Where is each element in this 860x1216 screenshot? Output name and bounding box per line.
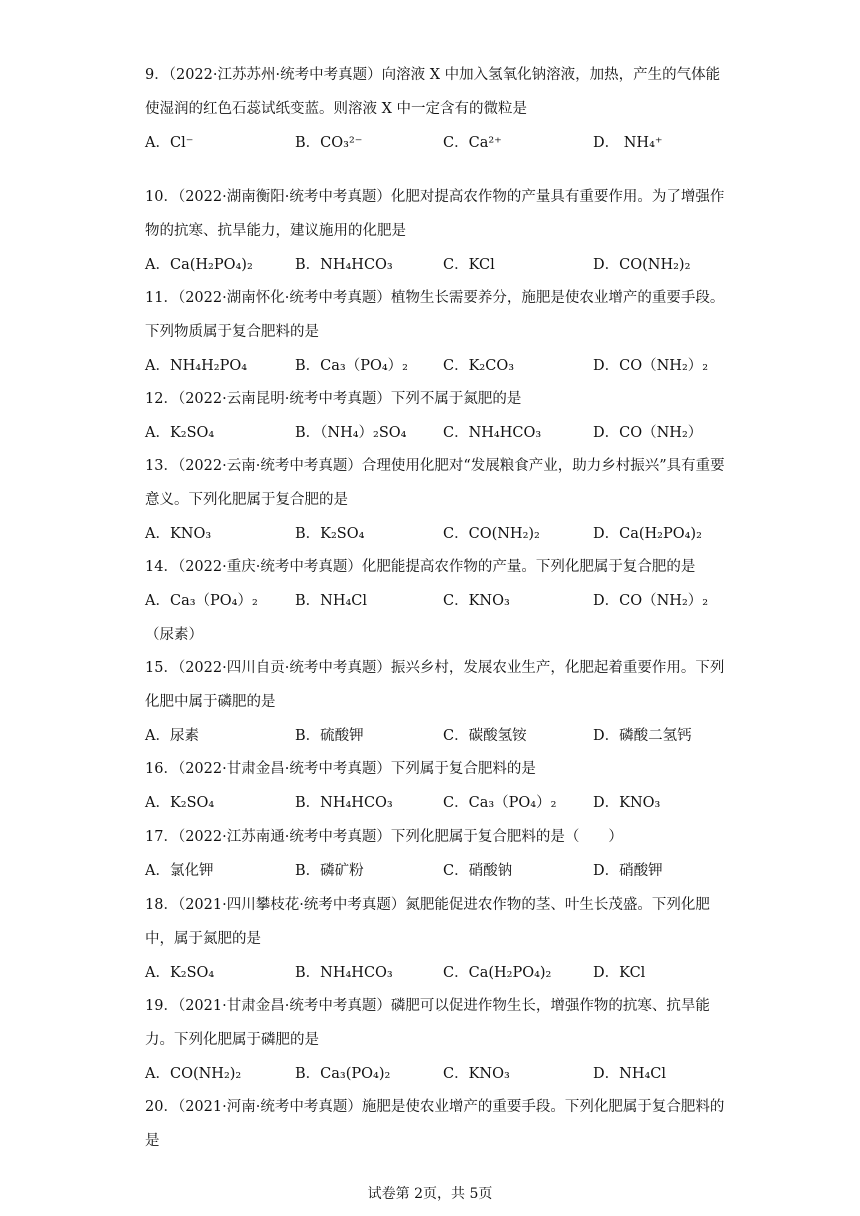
question-stem: 9．（2022·江苏苏州·统考中考真题）向溶液 X 中加入氢氧化钠溶液，加热，产生的气体能使湿润的红色石蕊试纸变蓝。则溶液 X 中一定含有的微粒是	[145, 67, 721, 117]
options-row	[145, 719, 725, 753]
option-c: C．KNO₃	[443, 593, 510, 609]
option-b: B．K₂SO₄	[295, 526, 365, 542]
question-20	[145, 1090, 725, 1158]
option-d: D．NH₄Cl	[593, 1066, 667, 1082]
option-c: C．Ca(H₂PO₄)₂	[443, 965, 552, 981]
options-row	[145, 248, 725, 282]
question-stem: 19．（2021·甘肃金昌·统考中考真题）磷肥可以促进作物生长，增强作物的抗寒、抗旱能力。下列化肥属于磷肥的是	[145, 998, 710, 1048]
option-a: A．Ca(H₂PO₄)₂	[145, 257, 253, 273]
question-13	[145, 449, 725, 551]
option-a: A．K₂SO₄	[145, 795, 215, 811]
page-footer: 试卷第 2页，共 5页	[367, 1186, 493, 1202]
option-a: A．KNO₃	[145, 526, 212, 542]
question-11	[145, 281, 725, 383]
question-16	[145, 752, 725, 820]
options-row	[145, 956, 725, 990]
question-stem: 20．（2021·河南·统考中考真题）施肥是使农业增产的重要手段。下列化肥属于复合肥料的是	[145, 1099, 725, 1149]
option-d: D．CO（NH₂）₂	[593, 593, 709, 609]
option-a: A．Cl⁻	[145, 135, 194, 151]
option-c: C．KCl	[443, 257, 495, 273]
question-stem: 12．（2022·云南昆明·统考中考真题）下列不属于氮肥的是	[145, 391, 522, 407]
option-b: B．Ca₃（PO₄）₂	[295, 358, 408, 374]
option-a: A．K₂SO₄	[145, 425, 215, 441]
option-b: B．硫酸钾	[295, 728, 364, 744]
option-b: B．磷矿粉	[295, 863, 364, 879]
question-stem: 16．（2022·甘肃金昌·统考中考真题）下列属于复合肥料的是	[145, 761, 536, 777]
option-a: A．氯化钾	[145, 863, 214, 879]
question-stem: 10．（2022·湖南衡阳·统考中考真题）化肥对提高农作物的产量具有重要作用。为了增强作物的抗寒、抗旱能力，建议施用的化肥是	[145, 189, 725, 239]
options-row	[145, 349, 725, 383]
option-d-note: （尿素）	[145, 627, 203, 643]
question-12	[145, 382, 725, 450]
option-b: B．NH₄HCO₃	[295, 965, 393, 981]
question-stem: 18．（2021·四川攀枝花·统考中考真题）氮肥能促进农作物的茎、叶生长茂盛。下列化肥中，属于氮肥的是	[145, 897, 710, 947]
question-stem: 11．（2022·湖南怀化·统考中考真题）植物生长需要养分，施肥是使农业增产的重要手段。下列物质属于复合肥料的是	[145, 290, 725, 340]
option-b: B．NH₄HCO₃	[295, 795, 393, 811]
question-19	[145, 989, 725, 1091]
question-stem: 13．（2022·云南·统考中考真题）合理使用化肥对“发展粮食产业，助力乡村振兴”具有重要意义。下列化肥属于复合肥的是	[145, 458, 725, 508]
option-d: D． NH₄⁺	[593, 135, 663, 151]
question-18	[145, 888, 725, 990]
options-row	[145, 126, 725, 160]
option-b: B．NH₄HCO₃	[295, 257, 393, 273]
option-c: C．碳酸氢铵	[443, 728, 527, 744]
option-d: D．磷酸二氢钙	[593, 728, 692, 744]
option-c: C．CO(NH₂)₂	[443, 526, 540, 542]
option-a: A．NH₄H₂PO₄	[145, 358, 248, 374]
option-d: D．CO(NH₂)₂	[593, 257, 691, 273]
question-10	[145, 180, 725, 282]
options-row	[145, 416, 725, 450]
option-c: C．Ca²⁺	[443, 135, 502, 151]
question-14	[145, 550, 725, 652]
option-d: D．Ca(H₂PO₄)₂	[593, 526, 702, 542]
options-row	[145, 517, 725, 551]
options-row	[145, 1057, 725, 1091]
option-b: B．NH₄Cl	[295, 593, 368, 609]
question-stem: 17．（2022·江苏南通·统考中考真题）下列化肥属于复合肥料的是（ ）	[145, 829, 623, 845]
option-d: D．KNO₃	[593, 795, 661, 811]
option-a: A．K₂SO₄	[145, 965, 215, 981]
option-c: C．NH₄HCO₃	[443, 425, 542, 441]
option-c: C．KNO₃	[443, 1066, 510, 1082]
option-d: D．CO（NH₂）	[593, 425, 703, 441]
options-row	[145, 584, 725, 618]
option-d: D．CO（NH₂）₂	[593, 358, 709, 374]
option-c: C．Ca₃（PO₄）₂	[443, 795, 557, 811]
option-a: A．尿素	[145, 728, 199, 744]
option-b: B．（NH₄）₂SO₄	[295, 425, 407, 441]
option-a: A．CO(NH₂)₂	[145, 1066, 242, 1082]
question-stem: 14．（2022·重庆·统考中考真题）化肥能提高农作物的产量。下列化肥属于复合肥的是	[145, 559, 696, 575]
options-row	[145, 854, 725, 888]
option-d: D．KCl	[593, 965, 646, 981]
question-stem: 15．（2022·四川自贡·统考中考真题）振兴乡村，发展农业生产，化肥起着重要作用。下列化肥中属于磷肥的是	[145, 660, 725, 710]
option-d: D．硝酸钾	[593, 863, 663, 879]
options-row	[145, 786, 725, 820]
option-c: C．硝酸钠	[443, 863, 513, 879]
question-17	[145, 820, 725, 888]
option-a: A．Ca₃（PO₄）₂	[145, 593, 258, 609]
question-15	[145, 651, 725, 753]
option-b: B．CO₃²⁻	[295, 135, 363, 151]
question-9	[145, 58, 725, 160]
option-b: B．Ca₃(PO₄)₂	[295, 1066, 391, 1082]
option-c: C．K₂CO₃	[443, 358, 515, 374]
